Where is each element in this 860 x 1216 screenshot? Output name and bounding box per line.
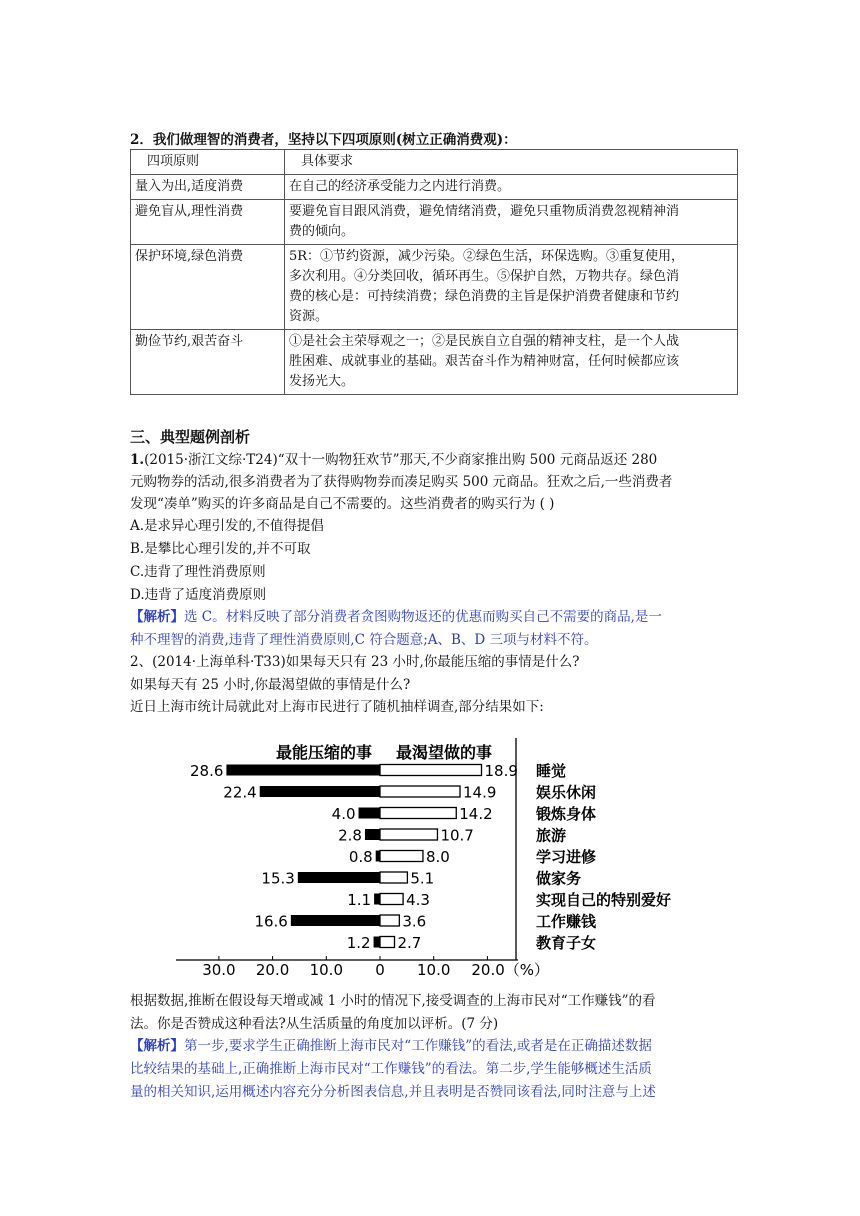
value-label-desire: 18.9 xyxy=(484,762,518,780)
requirement-line: 胜困难、成就事业的基础。艰苦奋斗作为精神财富，任何时候都应该 xyxy=(289,354,680,369)
category-label: 工作赚钱 xyxy=(536,912,597,931)
analysis-text: 选 C。材料反映了部分消费者贪图购物返还的优惠而购买自己不需要的商品,是一 xyxy=(184,609,662,625)
requirement-line: 资源。 xyxy=(289,309,329,324)
q1-analysis-line: 种不理智的消费,违背了理性消费原则,C 符合题意;A、B、D 三项与材料不符。 xyxy=(130,632,598,648)
bar-desire xyxy=(380,872,407,883)
table-header-requirement: 具体要求 xyxy=(285,150,738,175)
value-label-desire: 10.7 xyxy=(440,826,474,845)
table-header-principle: 四项原则 xyxy=(131,150,285,175)
q1-text: (2015·浙江文综·T24)“双十一购物狂欢节”那天,不少商家推出购 500 元商品返还 280 xyxy=(144,452,658,468)
bar-desire xyxy=(380,808,456,819)
x-tick-label: 10.0 xyxy=(416,961,451,979)
bar-compress xyxy=(260,786,380,797)
q2-line: 如果每天有 25 小时,你最渴望做的事情是什么? xyxy=(130,677,411,693)
value-label-desire: 4.3 xyxy=(406,891,430,909)
q1-option-c: C.违背了理性消费原则 xyxy=(130,564,266,580)
section3-heading: 三、典型题例剖析 xyxy=(130,428,251,446)
principle-cell: 量入为出,适度消费 xyxy=(131,175,285,200)
table-row xyxy=(131,245,738,330)
requirement-line: 费的核心是：可持续消费；绿色消费的主旨是保护消费者健康和节约 xyxy=(289,289,680,304)
bar-desire xyxy=(380,786,460,797)
q1-line: 发现“凑单”购买的许多商品是自己不需要的。这些消费者的购买行为 ( ) xyxy=(130,496,555,512)
bar-desire xyxy=(380,937,394,948)
value-label-desire: 14.9 xyxy=(463,783,497,802)
requirement-line: 费的倾向。 xyxy=(289,224,355,239)
principles-table xyxy=(130,149,738,395)
requirement-cell xyxy=(285,245,738,330)
q1-number: 1. xyxy=(130,452,145,468)
x-tick-label: 20.0 xyxy=(255,961,290,979)
value-label-compress: 4.0 xyxy=(331,805,356,823)
value-label-compress: 2.8 xyxy=(338,826,362,845)
principle-cell: 避免盲从,理性消费 xyxy=(131,200,285,245)
value-label-desire: 2.7 xyxy=(397,934,422,952)
category-label: 学习进修 xyxy=(536,848,597,866)
category-label: 实现自己的特别爱好 xyxy=(536,891,672,909)
value-label-desire: 14.2 xyxy=(459,805,493,823)
x-tick-label: 10.0 xyxy=(309,961,344,979)
requirement-cell xyxy=(285,175,738,200)
bar-desire xyxy=(380,894,403,905)
q2-question-line: 根据数据,推断在假设每天增或减 1 小时的情况下,接受调查的上海市民对“工作赚钱”的看 xyxy=(130,993,656,1009)
bar-compress xyxy=(374,894,380,905)
value-label-compress: 1.2 xyxy=(346,934,371,952)
value-label-compress: 16.6 xyxy=(254,912,288,931)
q1-option-d: D.违背了适度消费原则 xyxy=(130,587,267,603)
category-label: 教育子女 xyxy=(536,934,597,952)
bar-desire xyxy=(380,829,437,840)
requirement-line: 发扬光大。 xyxy=(289,374,355,389)
category-label: 旅游 xyxy=(536,826,567,845)
table-row xyxy=(131,175,738,200)
q1-line: 元购物券的活动,很多消费者为了获得购物券而凑足购买 500 元商品。狂欢之后,一些消费者 xyxy=(130,474,673,490)
q2-analysis-line xyxy=(130,1036,652,1056)
category-label: 锻炼身体 xyxy=(536,805,597,823)
bar-desire xyxy=(380,765,481,776)
x-tick-label: 20.0（%） xyxy=(471,961,550,979)
x-tick-label: 0 xyxy=(375,961,385,979)
requirement-line: 在自己的经济承受能力之内进行消费。 xyxy=(289,179,511,194)
analysis-tag: 【解析】 xyxy=(130,609,184,625)
bar-compress xyxy=(226,765,380,776)
category-label: 做家务 xyxy=(536,869,582,888)
requirement-line: 5R：①节约资源，减少污染。②绿色生活，环保选购。③重复使用， xyxy=(289,249,685,264)
requirement-cell xyxy=(285,330,738,395)
value-label-compress: 28.6 xyxy=(190,762,224,780)
value-label-compress: 0.8 xyxy=(348,848,373,866)
value-label-desire: 3.6 xyxy=(402,912,427,931)
requirement-line: ①是社会主荣辱观之一；②是民族自立自强的精神支柱，是一个人战 xyxy=(289,334,680,349)
principle-cell: 勤俭节约,艰苦奋斗 xyxy=(131,330,285,395)
value-label-compress: 1.1 xyxy=(347,891,372,909)
bar-desire xyxy=(380,851,423,862)
table-row xyxy=(131,330,738,395)
q1-line xyxy=(130,450,657,470)
legend-desire: 最渴望做的事 xyxy=(395,743,493,762)
bar-compress xyxy=(298,872,380,883)
q2-analysis-line: 比较结果的基础上,正确推断上海市民对“工作赚钱”的看法。第二步,学生能够概述生活质 xyxy=(130,1061,652,1077)
x-tick-label: 30.0 xyxy=(202,961,236,979)
q2-analysis-line: 量的相关知识,运用概述内容充分分析图表信息,并且表明是否赞同该看法,同时注意与上述 xyxy=(130,1084,656,1100)
q1-analysis-line xyxy=(130,607,662,627)
bar-desire xyxy=(380,915,399,926)
value-label-desire: 8.0 xyxy=(425,848,450,866)
requirement-line: 多次利用。④分类回收，循环再生。⑤保护自然，万物共存。绿色消 xyxy=(289,269,680,284)
q2-line: 近日上海市统计局就此对上海市民进行了随机抽样调查,部分结果如下: xyxy=(130,699,544,715)
value-label-compress: 15.3 xyxy=(261,869,295,888)
q2-question-line: 法。你是否赞成这种看法?从生活质量的角度加以评析。(7 分) xyxy=(130,1016,499,1032)
value-label-compress: 22.4 xyxy=(223,783,257,802)
survey-chart xyxy=(176,738,672,979)
analysis-text: 第一步,要求学生正确推断上海市民对“工作赚钱”的看法,或者是在正确描述数据 xyxy=(184,1038,652,1054)
bar-compress xyxy=(374,937,380,948)
table-row xyxy=(131,200,738,245)
bar-compress xyxy=(365,829,380,840)
q1-option-a: A.是求异心理引发的,不值得提倡 xyxy=(130,518,324,534)
q2-line: 2、(2014·上海单科·T33)如果每天只有 23 小时,你最能压缩的事情是什么? xyxy=(130,654,580,670)
category-label: 娱乐休闲 xyxy=(536,783,597,802)
analysis-tag: 【解析】 xyxy=(130,1038,184,1054)
bar-compress xyxy=(359,808,380,819)
category-label: 睡觉 xyxy=(536,762,567,780)
q1-option-b: B.是攀比心理引发的,并不可取 xyxy=(130,541,311,557)
table-header-row xyxy=(131,150,738,175)
legend-compress: 最能压缩的事 xyxy=(275,743,373,762)
value-label-desire: 5.1 xyxy=(410,869,435,888)
requirement-cell xyxy=(285,200,738,245)
requirement-line: 要避免盲目跟风消费，避免情绪消费，避免只重物质消费忽视精神消 xyxy=(289,204,680,219)
bar-compress xyxy=(291,915,380,926)
principle-cell: 保护环境,绿色消费 xyxy=(131,245,285,330)
section2-heading: 2．我们做理智的消费者，坚持以下四项原则(树立正确消费观)： xyxy=(130,132,517,148)
